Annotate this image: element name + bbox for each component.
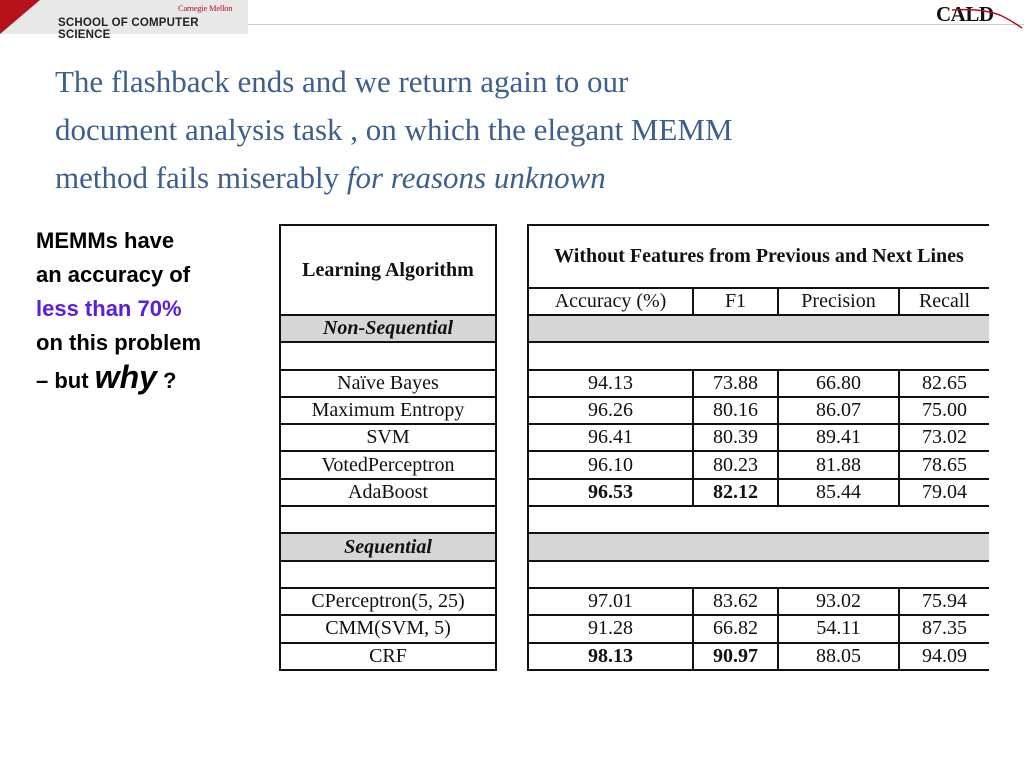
- school-banner: [0, 0, 248, 41]
- side-note-line-5: [36, 360, 266, 398]
- title-line-3: [55, 154, 985, 202]
- side-note-why: why: [94, 359, 157, 395]
- f1-cell: 83.62: [693, 588, 778, 615]
- accuracy-cell: 96.10: [528, 451, 693, 478]
- accuracy-cell: 91.28: [528, 615, 693, 642]
- recall-cell: 94.09: [899, 643, 989, 670]
- spacer-cell: [496, 479, 528, 506]
- recall-cell: 73.02: [899, 424, 989, 451]
- spacer-cell: [496, 451, 528, 478]
- title-emphasis: for reasons unknown: [346, 160, 606, 195]
- table-row: [280, 397, 989, 424]
- table-row: [280, 370, 989, 397]
- table-row: [280, 643, 989, 670]
- title-line-1: The flashback ends and we return again to our: [55, 64, 629, 99]
- results-table-container: [279, 224, 989, 671]
- spacer-cell: [496, 588, 528, 615]
- empty-cell: [280, 506, 496, 533]
- f1-cell: 90.97: [693, 643, 778, 670]
- algorithm-name: CRF: [280, 643, 496, 670]
- empty-cell: [280, 561, 496, 588]
- section-fill: [528, 315, 989, 342]
- side-note: [36, 224, 266, 398]
- title-line-2: document analysis task , on which the elegant MEMM: [55, 112, 733, 147]
- table-row: [280, 615, 989, 642]
- empty-row: [280, 342, 989, 369]
- recall-cell: 87.35: [899, 615, 989, 642]
- section-fill: [528, 533, 989, 560]
- precision-cell: 66.80: [778, 370, 899, 397]
- side-note-prefix: – but: [36, 368, 95, 393]
- recall-cell: 75.00: [899, 397, 989, 424]
- empty-cell: [528, 561, 989, 588]
- table-row: [280, 424, 989, 451]
- spacer-cell: [496, 315, 528, 342]
- side-note-line-1: MEMMs have: [36, 228, 175, 253]
- precision-cell: 93.02: [778, 588, 899, 615]
- accuracy-cell: 96.26: [528, 397, 693, 424]
- algorithm-name: Maximum Entropy: [280, 397, 496, 424]
- org-name-bottom: SCHOOL OF COMPUTER SCIENCE: [58, 17, 199, 41]
- section-row: [280, 533, 989, 560]
- section-row: [280, 315, 989, 342]
- precision-cell: 89.41: [778, 424, 899, 451]
- recall-cell: 75.94: [899, 588, 989, 615]
- side-note-suffix: ?: [156, 368, 177, 393]
- section-label-sequential: Sequential: [280, 533, 496, 560]
- f1-cell: 80.39: [693, 424, 778, 451]
- algorithm-name: VotedPerceptron: [280, 451, 496, 478]
- f1-cell: 73.88: [693, 370, 778, 397]
- algorithm-name: CPerceptron(5, 25): [280, 588, 496, 615]
- cald-logo: CALD: [936, 2, 994, 26]
- algorithm-name: SVM: [280, 424, 496, 451]
- banner-red-wedge: [0, 0, 40, 34]
- results-table: [279, 224, 989, 671]
- spacer-cell: [496, 342, 528, 369]
- accuracy-cell: 94.13: [528, 370, 693, 397]
- spacer-cell: [496, 643, 528, 670]
- empty-row: [280, 561, 989, 588]
- spacer-cell: [496, 424, 528, 451]
- col-header-accuracy: Accuracy (%): [528, 288, 693, 315]
- accuracy-cell: 96.41: [528, 424, 693, 451]
- algorithm-name: CMM(SVM, 5): [280, 615, 496, 642]
- f1-cell: 82.12: [693, 479, 778, 506]
- table-row: [280, 588, 989, 615]
- side-note-line-4: on this problem: [36, 330, 201, 355]
- spacer-cell: [496, 225, 528, 315]
- precision-cell: 54.11: [778, 615, 899, 642]
- precision-cell: 85.44: [778, 479, 899, 506]
- algorithm-name: AdaBoost: [280, 479, 496, 506]
- recall-cell: 82.65: [899, 370, 989, 397]
- org-name-top: Carnegie Mellon: [178, 3, 233, 13]
- spacer-cell: [496, 397, 528, 424]
- col-header-precision: Precision: [778, 288, 899, 315]
- table-row: [280, 479, 989, 506]
- spacer-cell: [496, 561, 528, 588]
- title-line-3-text: method fails miserably: [55, 160, 347, 195]
- spacer-cell: [496, 506, 528, 533]
- precision-cell: 86.07: [778, 397, 899, 424]
- f1-cell: 66.82: [693, 615, 778, 642]
- empty-cell: [528, 342, 989, 369]
- table-row: [280, 451, 989, 478]
- col-header-recall: Recall: [899, 288, 989, 315]
- accuracy-cell: 97.01: [528, 588, 693, 615]
- side-note-line-2: an accuracy of: [36, 262, 191, 287]
- f1-cell: 80.16: [693, 397, 778, 424]
- recall-cell: 78.65: [899, 451, 989, 478]
- spacer-cell: [496, 615, 528, 642]
- spacer-cell: [496, 533, 528, 560]
- spacer-cell: [496, 370, 528, 397]
- accuracy-cell: 96.53: [528, 479, 693, 506]
- empty-cell: [528, 506, 989, 533]
- algorithm-name: Naïve Bayes: [280, 370, 496, 397]
- f1-cell: 80.23: [693, 451, 778, 478]
- precision-cell: 88.05: [778, 643, 899, 670]
- col-header-f1: F1: [693, 288, 778, 315]
- slide-title: [55, 58, 985, 202]
- side-note-highlight: less than 70%: [36, 296, 182, 321]
- empty-cell: [280, 342, 496, 369]
- section-label-nonsequential: Non-Sequential: [280, 315, 496, 342]
- header-divider: [248, 24, 1024, 25]
- precision-cell: 81.88: [778, 451, 899, 478]
- empty-row: [280, 506, 989, 533]
- group-header: Without Features from Previous and Next Lines: [528, 225, 989, 288]
- recall-cell: 79.04: [899, 479, 989, 506]
- accuracy-cell: 98.13: [528, 643, 693, 670]
- learning-algorithm-header: Learning Algorithm: [280, 225, 496, 315]
- cald-swoosh-icon: [944, 6, 1024, 30]
